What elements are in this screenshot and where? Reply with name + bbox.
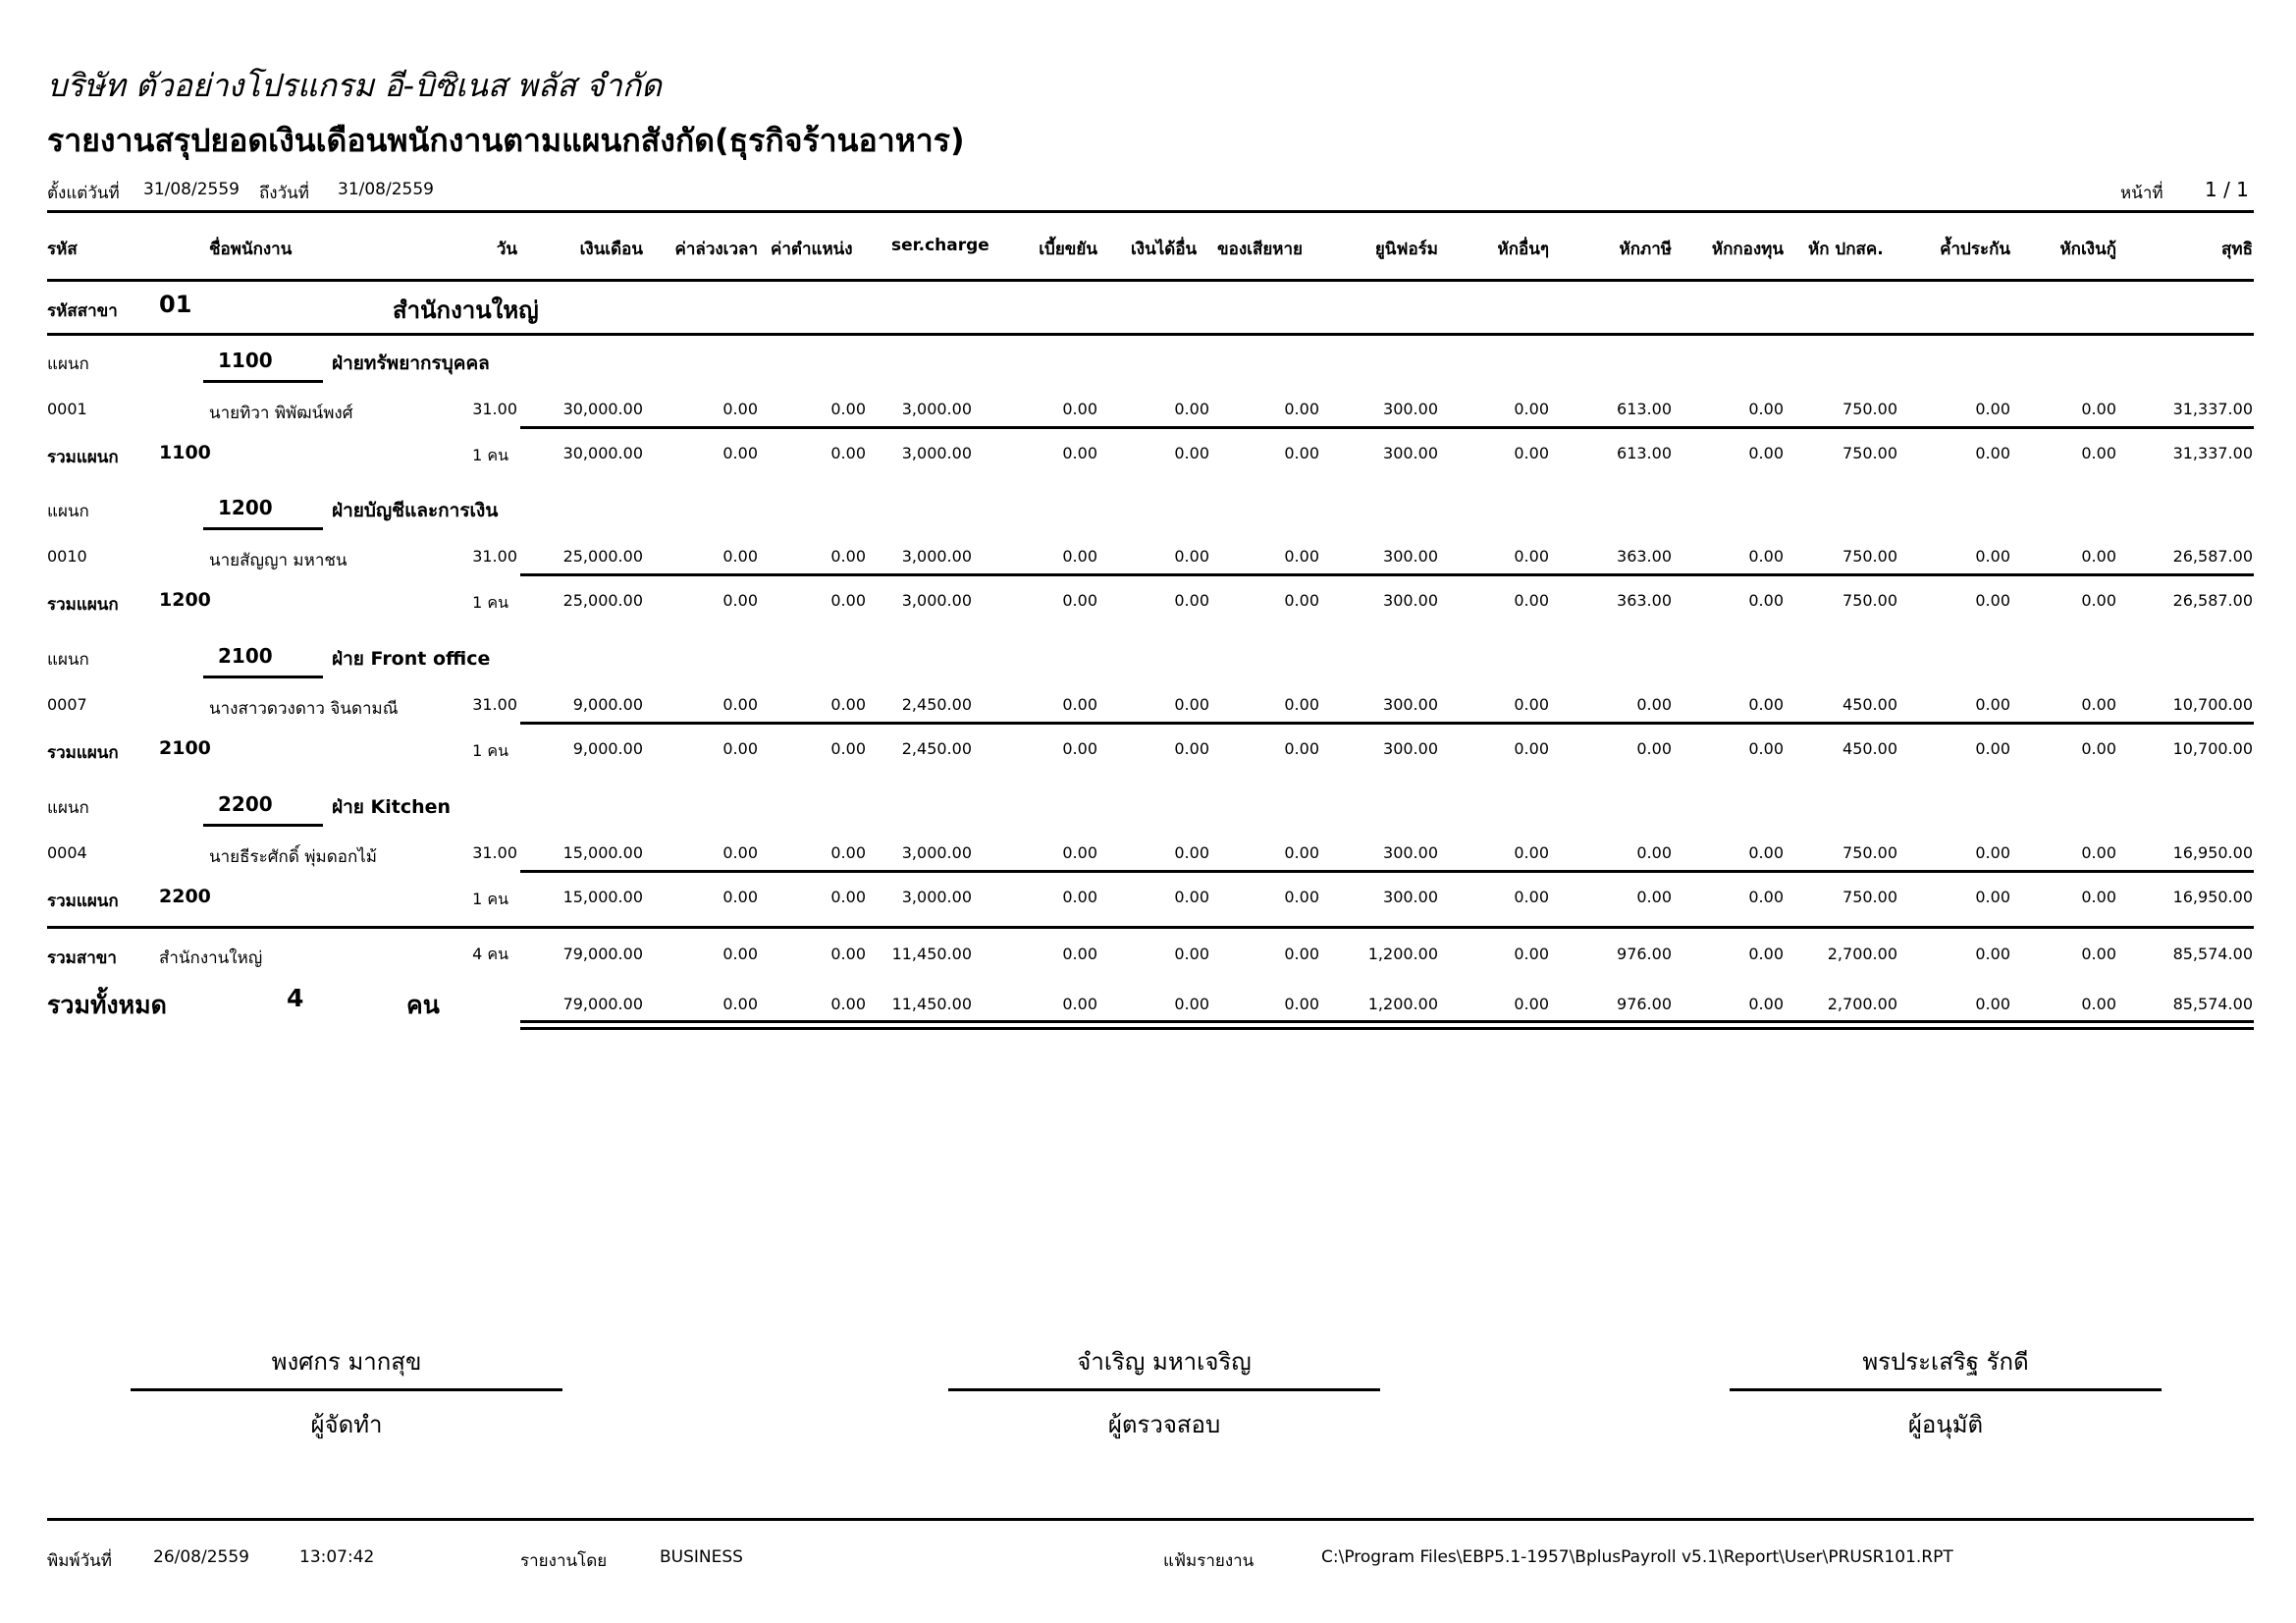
grand-total-value: 79,000.00: [562, 995, 643, 1013]
employee-value: 0.00: [830, 547, 866, 566]
dept-name: ฝ่ายทรัพยากรบุคคล: [332, 352, 490, 374]
employee-value: 613.00: [1617, 400, 1672, 418]
grand-total-value: 0.00: [830, 995, 866, 1013]
print-date-label: พิมพ์วันที่: [47, 1551, 112, 1571]
branch-total-value: 0.00: [1062, 945, 1097, 963]
employee-value: 300.00: [1383, 695, 1438, 714]
branch-total-value: 2,700.00: [1827, 945, 1897, 963]
grand-total-value: 0.00: [1174, 995, 1209, 1013]
employee-value: 0.00: [1174, 843, 1209, 862]
dept-total-rule: [520, 573, 2254, 576]
grand-total-value: 0.00: [1284, 995, 1319, 1013]
dept-total-value: 3,000.00: [901, 591, 972, 610]
dept-code: 1200: [218, 496, 273, 519]
grand-total-value: 2,700.00: [1827, 995, 1897, 1013]
column-header: ค่าล่วงเวลา: [674, 240, 758, 259]
dept-total-rule: [520, 426, 2254, 429]
dept-total-value: 0.00: [1975, 591, 2010, 610]
signature-role: ผู้จัดทำ: [310, 1411, 383, 1438]
dept-name: ฝ่ายบัญชีและการเงิน: [332, 500, 499, 521]
signature-role: ผู้อนุมัติ: [1907, 1411, 1984, 1438]
dept-total-value: 0.00: [2081, 591, 2116, 610]
report-by-label: รายงานโดย: [520, 1551, 608, 1571]
dept-total-label: รวมแผนก: [47, 892, 119, 911]
employee-value: 300.00: [1383, 400, 1438, 418]
employee-value: 3,000.00: [901, 547, 972, 566]
employee-value: 0.00: [1975, 695, 2010, 714]
dept-total-value: 3,000.00: [901, 888, 972, 906]
dept-total-value: 0.00: [830, 888, 866, 906]
dept-total-value: 0.00: [830, 444, 866, 462]
employee-name: นายสัญญา มหาชน: [209, 551, 347, 570]
employee-value: 0.00: [2081, 695, 2116, 714]
dept-total-value: 0.00: [1284, 888, 1319, 906]
dept-total-value: 0.00: [1636, 888, 1672, 906]
employee-value: 25,000.00: [562, 547, 643, 566]
employee-value: 363.00: [1617, 547, 1672, 566]
dept-total-value: 300.00: [1383, 444, 1438, 462]
employee-value: 0.00: [1975, 547, 2010, 566]
dept-total-value: 0.00: [1284, 591, 1319, 610]
dept-total-value: 0.00: [830, 739, 866, 758]
employee-days: 31.00: [472, 843, 517, 862]
column-header: ชื่อพนักงาน: [209, 240, 293, 259]
dept-total-value: 363.00: [1617, 591, 1672, 610]
employee-value: 0.00: [1514, 695, 1549, 714]
branch-label: รหัสสาขา: [47, 301, 118, 321]
signature-role: ผู้ตรวจสอบ: [1107, 1411, 1221, 1438]
dept-total-value: 30,000.00: [562, 444, 643, 462]
branch-name: สำนักงานใหญ่: [393, 297, 539, 324]
dept-total-value: 16,950.00: [2172, 888, 2253, 906]
employee-value: 0.00: [1174, 695, 1209, 714]
employee-value: 750.00: [1842, 843, 1897, 862]
employee-value: 0.00: [1975, 843, 2010, 862]
dept-label: แผนก: [47, 650, 89, 670]
employee-value: 0.00: [830, 843, 866, 862]
dept-total-value: 0.00: [722, 739, 758, 758]
dept-code-underline: [203, 676, 323, 678]
employee-name: นางสาวดวงดาว จินดามณี: [209, 699, 399, 719]
dept-total-value: 0.00: [2081, 888, 2116, 906]
column-header: ค่าตำแหน่ง: [771, 240, 853, 259]
dept-count: 1 คน: [472, 890, 508, 908]
employee-value: 0.00: [722, 547, 758, 566]
employee-value: 3,000.00: [901, 400, 972, 418]
employee-value: 300.00: [1383, 547, 1438, 566]
dept-label: แผนก: [47, 354, 89, 374]
employee-value: 0.00: [1284, 547, 1319, 566]
dept-total-value: 0.00: [1062, 591, 1097, 610]
company-name: บริษัท ตัวอย่างโปรแกรม อี-บิซิเนส พลัส จำกัด: [47, 67, 662, 104]
branch-total-count: 4 คน: [472, 945, 508, 963]
period-from: 31/08/2559: [143, 180, 240, 199]
dept-total-value: 26,587.00: [2172, 591, 2253, 610]
branch-total-value: 1,200.00: [1367, 945, 1438, 963]
dept-total-value: 613.00: [1617, 444, 1672, 462]
column-header: ยูนิฟอร์ม: [1374, 240, 1438, 259]
dept-total-value: 0.00: [722, 591, 758, 610]
dept-total-rule: [520, 870, 2254, 873]
dept-total-value: 31,337.00: [2172, 444, 2253, 462]
employee-days: 31.00: [472, 400, 517, 418]
dept-total-code: 1100: [159, 442, 211, 463]
column-header: เงินเดือน: [579, 240, 643, 259]
dept-total-value: 0.00: [1174, 739, 1209, 758]
employee-value: 0.00: [1284, 400, 1319, 418]
report-file-path: C:\Program Files\EBP5.1-1957\BplusPayroll v5.1\Report\User\PRUSR101.RPT: [1321, 1547, 1953, 1567]
employee-value: 0.00: [2081, 547, 2116, 566]
employee-value: 15,000.00: [562, 843, 643, 862]
grand-total-value: 1,200.00: [1367, 995, 1438, 1013]
employee-value: 0.00: [1748, 843, 1784, 862]
dept-total-value: 2,450.00: [901, 739, 972, 758]
employee-value: 26,587.00: [2172, 547, 2253, 566]
employee-value: 0.00: [1636, 695, 1672, 714]
branch-rule: [47, 333, 2254, 336]
dept-total-value: 0.00: [1748, 591, 1784, 610]
employee-value: 0.00: [830, 400, 866, 418]
dept-total-value: 0.00: [2081, 444, 2116, 462]
dept-total-value: 0.00: [1975, 888, 2010, 906]
grand-total-unit: คน: [406, 991, 440, 1019]
employee-value: 0.00: [1514, 843, 1549, 862]
employee-value: 300.00: [1383, 843, 1438, 862]
dept-total-rule: [520, 722, 2254, 725]
employee-value: 0.00: [1636, 843, 1672, 862]
branch-total-label: รวมสาขา: [47, 948, 117, 968]
grand-total-value: 0.00: [722, 995, 758, 1013]
dept-total-value: 0.00: [1514, 888, 1549, 906]
employee-value: 0.00: [1284, 843, 1319, 862]
dept-total-value: 0.00: [2081, 739, 2116, 758]
dept-total-value: 0.00: [1174, 591, 1209, 610]
grand-total-label: รวมทั้งหมด: [47, 991, 167, 1019]
dept-total-value: 0.00: [1748, 444, 1784, 462]
dept-total-value: 750.00: [1842, 888, 1897, 906]
dept-code: 2200: [218, 792, 273, 816]
signature-line: [948, 1388, 1380, 1391]
branch-total-value: 0.00: [1748, 945, 1784, 963]
dept-code-underline: [203, 527, 323, 530]
branch-total-value: 976.00: [1617, 945, 1672, 963]
dept-total-label: รวมแผนก: [47, 595, 119, 615]
dept-total-value: 300.00: [1383, 739, 1438, 758]
employee-value: 0.00: [1284, 695, 1319, 714]
grand-total-value: 0.00: [2081, 995, 2116, 1013]
header-top-rule: [47, 210, 2254, 213]
employee-value: 0.00: [1748, 695, 1784, 714]
dept-code: 1100: [218, 349, 273, 372]
employee-value: 0.00: [1174, 400, 1209, 418]
dept-label: แผนก: [47, 502, 89, 521]
employee-value: 30,000.00: [562, 400, 643, 418]
header-bottom-rule: [47, 279, 2254, 282]
dept-total-value: 750.00: [1842, 591, 1897, 610]
dept-total-value: 0.00: [1514, 444, 1549, 462]
column-header: หักภาษี: [1619, 240, 1672, 259]
period-from-label: ตั้งแต่วันที่: [47, 184, 120, 203]
branch-total-rule: [47, 926, 2254, 929]
employee-value: 2,450.00: [901, 695, 972, 714]
dept-total-value: 0.00: [1975, 739, 2010, 758]
dept-total-value: 0.00: [722, 444, 758, 462]
dept-total-value: 0.00: [1748, 739, 1784, 758]
print-date: 26/08/2559: [153, 1547, 249, 1567]
page-label: หน้าที่: [2120, 184, 2163, 203]
employee-id: 0004: [47, 843, 87, 862]
dept-total-value: 300.00: [1383, 591, 1438, 610]
employee-value: 450.00: [1842, 695, 1897, 714]
dept-total-value: 0.00: [1062, 739, 1097, 758]
employee-value: 0.00: [1062, 547, 1097, 566]
dept-count: 1 คน: [472, 446, 508, 464]
dept-count: 1 คน: [472, 741, 508, 760]
dept-total-value: 0.00: [1514, 739, 1549, 758]
employee-value: 750.00: [1842, 400, 1897, 418]
grand-total-value: 976.00: [1617, 995, 1672, 1013]
signature-line: [131, 1388, 562, 1391]
grand-total-value: 0.00: [1748, 995, 1784, 1013]
employee-value: 0.00: [1514, 400, 1549, 418]
dept-total-label: รวมแผนก: [47, 743, 119, 763]
branch-total-value: 85,574.00: [2172, 945, 2253, 963]
dept-code-underline: [203, 824, 323, 827]
dept-total-value: 15,000.00: [562, 888, 643, 906]
signature-name: จำเริญ มหาเจริญ: [1077, 1348, 1252, 1376]
report-file-label: แฟ้มรายงาน: [1163, 1551, 1255, 1571]
employee-value: 16,950.00: [2172, 843, 2253, 862]
column-header: เงินได้อื่น: [1131, 240, 1198, 259]
column-header: หักเงินกู้: [2059, 240, 2116, 259]
dept-total-value: 0.00: [1975, 444, 2010, 462]
employee-value: 0.00: [830, 695, 866, 714]
dept-total-value: 0.00: [1062, 444, 1097, 462]
dept-total-value: 0.00: [722, 888, 758, 906]
employee-value: 0.00: [1062, 400, 1097, 418]
column-header: ser.charge: [891, 236, 989, 255]
branch-total-value: 0.00: [830, 945, 866, 963]
employee-value: 31,337.00: [2172, 400, 2253, 418]
column-header: สุทธิ: [2221, 240, 2253, 259]
report-by: BUSINESS: [660, 1547, 743, 1567]
branch-total-value: 0.00: [1975, 945, 2010, 963]
dept-code-underline: [203, 380, 323, 383]
column-header: หักอื่นๆ: [1497, 240, 1549, 259]
column-header: เบี้ยขยัน: [1039, 240, 1097, 259]
dept-total-value: 0.00: [1514, 591, 1549, 610]
employee-value: 0.00: [1062, 695, 1097, 714]
print-time: 13:07:42: [299, 1547, 375, 1567]
column-header: หักกองทุน: [1711, 240, 1784, 259]
period-to-label: ถึงวันที่: [259, 184, 309, 203]
footer-rule: [47, 1518, 2254, 1521]
employee-value: 0.00: [2081, 843, 2116, 862]
branch-total-value: 0.00: [1174, 945, 1209, 963]
grand-total-value: 11,450.00: [891, 995, 972, 1013]
employee-value: 0.00: [722, 843, 758, 862]
grand-total-rule-2: [520, 1027, 2254, 1030]
employee-name: นายธีระศักดิ์ พุ่มดอกไม้: [209, 847, 378, 867]
column-header: หัก ปกสค.: [1808, 240, 1884, 259]
employee-value: 0.00: [1062, 843, 1097, 862]
employee-days: 31.00: [472, 547, 517, 566]
column-header: วัน: [496, 240, 517, 259]
employee-name: นายทิวา พิพัฒน์พงศ์: [209, 404, 353, 423]
branch-total-value: 0.00: [1284, 945, 1319, 963]
branch-total-value: 11,450.00: [891, 945, 972, 963]
column-header: ของเสียหาย: [1217, 240, 1303, 259]
report-title: รายงานสรุปยอดเงินเดือนพนักงานตามแผนกสังกัด(ธุรกิจร้านอาหาร): [47, 122, 965, 159]
grand-total-value: 0.00: [1975, 995, 2010, 1013]
dept-total-value: 0.00: [830, 591, 866, 610]
signature-name: พงศกร มากสุข: [271, 1348, 422, 1376]
employee-value: 0.00: [1748, 400, 1784, 418]
employee-value: 0.00: [2081, 400, 2116, 418]
employee-value: 750.00: [1842, 547, 1897, 566]
employee-value: 3,000.00: [901, 843, 972, 862]
dept-total-value: 750.00: [1842, 444, 1897, 462]
dept-label: แผนก: [47, 798, 89, 818]
dept-total-value: 25,000.00: [562, 591, 643, 610]
employee-value: 0.00: [722, 400, 758, 418]
dept-total-value: 0.00: [1284, 444, 1319, 462]
employee-value: 0.00: [1975, 400, 2010, 418]
dept-total-value: 10,700.00: [2172, 739, 2253, 758]
branch-code: 01: [159, 291, 192, 318]
dept-total-value: 0.00: [1174, 888, 1209, 906]
employee-days: 31.00: [472, 695, 517, 714]
employee-value: 0.00: [1174, 547, 1209, 566]
page-number: 1 / 1: [2205, 178, 2249, 201]
dept-name: ฝ่าย Front office: [332, 648, 491, 670]
grand-total-count: 4: [287, 984, 304, 1012]
dept-count: 1 คน: [472, 593, 508, 612]
dept-total-label: รวมแผนก: [47, 448, 119, 467]
employee-id: 0001: [47, 400, 87, 418]
employee-id: 0010: [47, 547, 87, 566]
employee-id: 0007: [47, 695, 87, 714]
dept-total-value: 450.00: [1842, 739, 1897, 758]
dept-total-value: 300.00: [1383, 888, 1438, 906]
dept-total-value: 3,000.00: [901, 444, 972, 462]
dept-total-code: 2200: [159, 886, 211, 907]
employee-value: 0.00: [722, 695, 758, 714]
dept-total-value: 0.00: [1174, 444, 1209, 462]
dept-total-code: 1200: [159, 589, 211, 611]
employee-value: 10,700.00: [2172, 695, 2253, 714]
period-to: 31/08/2559: [338, 180, 434, 199]
grand-total-value: 0.00: [1514, 995, 1549, 1013]
signature-line: [1730, 1388, 2162, 1391]
column-header: ค้ำประกัน: [1940, 240, 2010, 259]
column-header: รหัส: [47, 240, 78, 259]
dept-code: 2100: [218, 644, 273, 668]
employee-value: 0.00: [1748, 547, 1784, 566]
dept-total-value: 0.00: [1284, 739, 1319, 758]
branch-total-value: 0.00: [722, 945, 758, 963]
grand-total-value: 0.00: [1062, 995, 1097, 1013]
dept-total-value: 0.00: [1748, 888, 1784, 906]
dept-name: ฝ่าย Kitchen: [332, 796, 452, 818]
dept-total-value: 9,000.00: [572, 739, 643, 758]
branch-total-value: 0.00: [1514, 945, 1549, 963]
branch-total-value: 0.00: [2081, 945, 2116, 963]
employee-value: 0.00: [1514, 547, 1549, 566]
dept-total-value: 0.00: [1062, 888, 1097, 906]
employee-value: 9,000.00: [572, 695, 643, 714]
branch-total-name: สำนักงานใหญ่: [159, 948, 263, 968]
signature-name: พรประเสริฐ รักดี: [1862, 1348, 2029, 1376]
grand-total-rule-1: [520, 1020, 2254, 1023]
dept-total-value: 0.00: [1636, 739, 1672, 758]
branch-total-value: 79,000.00: [562, 945, 643, 963]
dept-total-code: 2100: [159, 737, 211, 759]
grand-total-value: 85,574.00: [2172, 995, 2253, 1013]
